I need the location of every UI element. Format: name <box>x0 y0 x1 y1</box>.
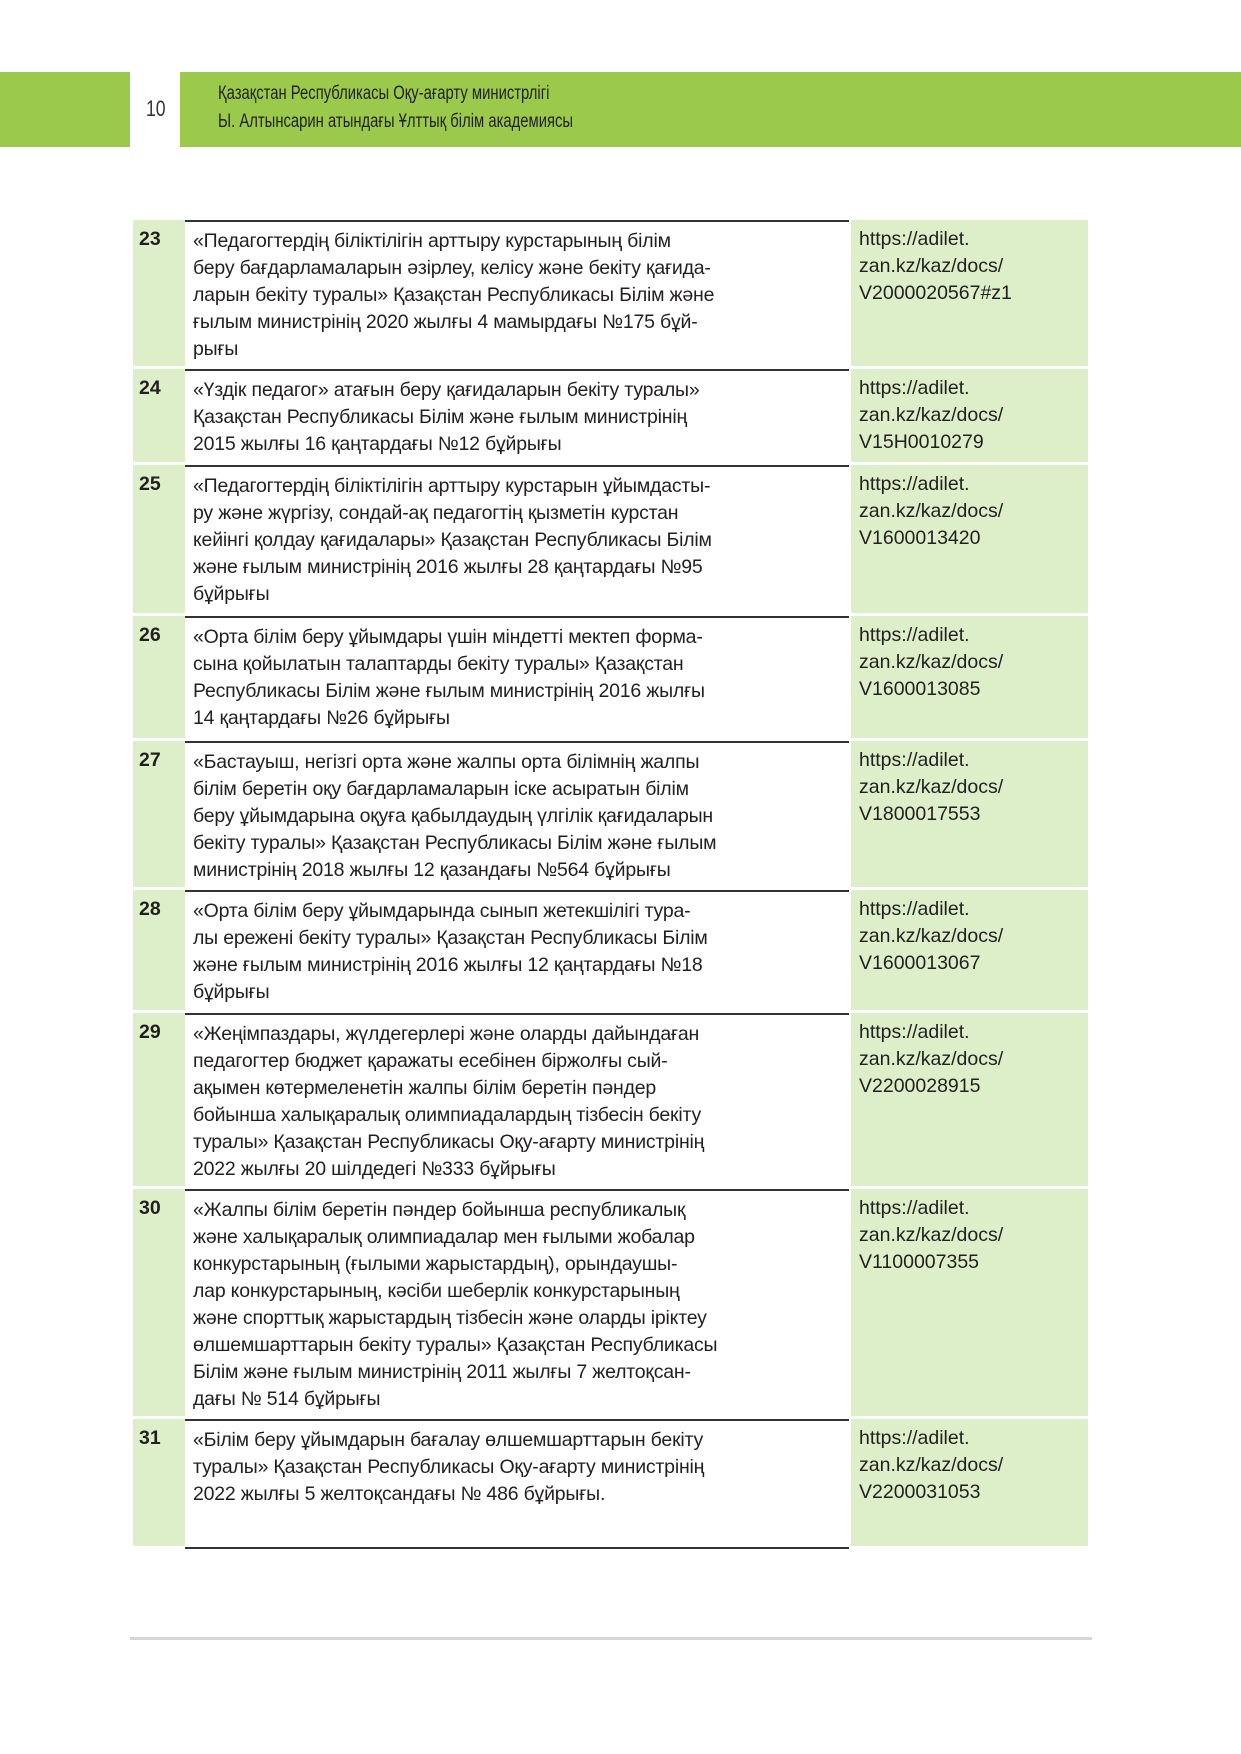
row-number: 23 <box>133 220 185 369</box>
document-link[interactable]: https://adilet. zan.kz/kaz/docs/ V15H0010279 <box>849 369 1088 465</box>
document-link[interactable]: https://adilet. zan.kz/kaz/docs/ V1600013067 <box>849 890 1088 1013</box>
header-band-left <box>0 72 130 147</box>
table-row <box>133 1419 1088 1549</box>
document-title: «Орта білім беру ұйымдарында сынып жетекшілігі тура- лы ережені бекіту туралы» Қазақстан Республикасы Білім және ғылым министрінің 2016 жылғы 12 қаңтардағы №18 бұйрығы <box>185 890 849 1013</box>
header-title <box>218 80 573 136</box>
document-title: «Жеңімпаздары, жүлдегерлері және оларды дайындаған педагогтер бюджет қаражаты есебінен біржолғы сый- ақымен көтермеленетін жалпы білім беретін пәндер бойынша халықаралық олимпиадалардың тізбесін бекіту туралы» Қазақстан Республикасы Оқу-ағарту министрінің 2022 жылғы 20 шілдедегі №333 бұйрығы <box>185 1013 849 1189</box>
document-link[interactable]: https://adilet. zan.kz/kaz/docs/ V2200031053 <box>849 1419 1088 1549</box>
table-row <box>133 465 1088 616</box>
document-link[interactable]: https://adilet. zan.kz/kaz/docs/ V2200028915 <box>849 1013 1088 1189</box>
document-link[interactable]: https://adilet. zan.kz/kaz/docs/ V1600013085 <box>849 616 1088 741</box>
document-title: «Білім беру ұйымдарын бағалау өлшемшарттарын бекіту туралы» Қазақстан Республикасы Оқу-ағарту министрінің 2022 жылғы 5 желтоқсандағы № 486 бұйрығы. <box>185 1419 849 1549</box>
page-number: 10 <box>146 96 166 121</box>
row-number: 30 <box>133 1189 185 1419</box>
row-number: 24 <box>133 369 185 465</box>
document-link[interactable]: https://adilet. zan.kz/kaz/docs/ V1100007355 <box>849 1189 1088 1419</box>
table-row <box>133 220 1088 369</box>
row-number: 28 <box>133 890 185 1013</box>
document-title: «Педагогтердің біліктілігін арттыру курстарын ұйымдасты- ру және жүргізу, сондай-ақ педагогтің қызметін курстан кейінгі қолдау қағидалары» Қазақстан Республикасы Білім және ғылым министрінің 2016 жылғы 28 қаңтардағы №95 бұйрығы <box>185 465 849 616</box>
row-number: 31 <box>133 1419 185 1549</box>
document-title: «Жалпы білім беретін пәндер бойынша республикалық және халықаралық олимпиадалар мен ғылыми жобалар конкурстарының (ғылыми жарыстардың), орындаушы- лар конкурстарының, кәсіби шеберлік конкурстарының және спорттық жарыстардың тізбесін және оларды іріктеу өлшемшарттарын бекіту туралы» Қазақстан Республикасы Білім және ғылым министрінің 2011 жылғы 7 желтоқсан- дағы № 514 бұйрығы <box>185 1189 849 1419</box>
footer-divider <box>130 1637 1092 1640</box>
header-line-1: Қазақстан Республикасы Оқу-ағарту министрлігі <box>218 83 550 104</box>
document-link[interactable]: https://adilet. zan.kz/kaz/docs/ V1800017553 <box>849 741 1088 890</box>
document-link[interactable]: https://adilet. zan.kz/kaz/docs/ V1600013420 <box>849 465 1088 616</box>
document-title: «Орта білім беру ұйымдары үшін міндетті мектеп форма- сына қойылатын талаптарды бекіту туралы» Қазақстан Республикасы Білім және ғылым министрінің 2016 жылғы 14 қаңтардағы №26 бұйрығы <box>185 616 849 741</box>
row-number: 26 <box>133 616 185 741</box>
table-row <box>133 1189 1088 1419</box>
table-row <box>133 1013 1088 1189</box>
table-row <box>133 741 1088 890</box>
row-number: 27 <box>133 741 185 890</box>
header-line-2: Ы. Алтынсарин атындағы Ұлттық білім академиясы <box>218 111 574 132</box>
document-title: «Бастауыш, негізгі орта және жалпы орта білімнің жалпы білім беретін оқу бағдарламаларын іске асыратын білім беру ұйымдарына оқуға қабылдаудың үлгілік қағидаларын бекіту туралы» Қазақстан Республикасы Білім және ғылым министрінің 2018 жылғы 12 қазандағы №564 бұйрығы <box>185 741 849 890</box>
document-title: «Үздік педагог» атағын беру қағидаларын бекіту туралы» Қазақстан Республикасы Білім және ғылым министрінің 2015 жылғы 16 қаңтардағы №12 бұйрығы <box>185 369 849 465</box>
table-row <box>133 369 1088 465</box>
row-number: 25 <box>133 465 185 616</box>
document-link[interactable]: https://adilet. zan.kz/kaz/docs/ V2000020567#z1 <box>849 220 1088 369</box>
document-title: «Педагогтердің біліктілігін арттыру курстарының білім беру бағдарламаларын әзірлеу, келісу және бекіту қағида- ларын бекіту туралы» Қазақстан Республикасы Білім және ғылым министрінің 2020 жылғы 4 мамырдағы №175 бұй- рығы <box>185 220 849 369</box>
table-row <box>133 616 1088 741</box>
table-row <box>133 890 1088 1013</box>
row-number: 29 <box>133 1013 185 1189</box>
documents-table <box>133 220 1088 1549</box>
